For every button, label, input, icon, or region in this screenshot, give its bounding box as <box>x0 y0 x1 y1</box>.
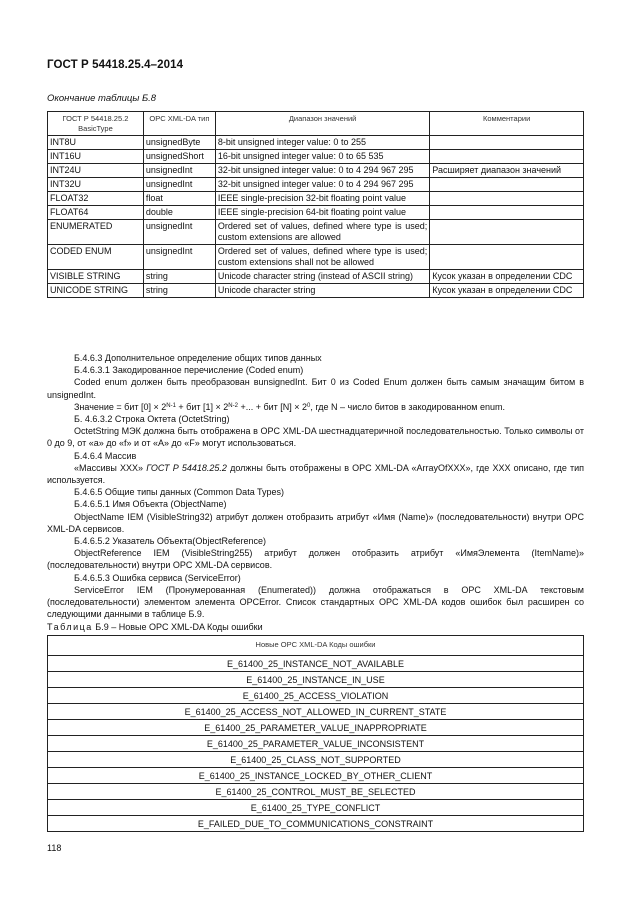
table-row <box>48 688 584 704</box>
table-row <box>48 178 584 192</box>
table-cell: INT16U <box>48 150 144 164</box>
table-cell: unsignedShort <box>143 150 215 164</box>
table-cell: Ordered set of values, defined where type is used; custom extensions shall not be allowed <box>215 245 429 270</box>
error-code-cell: E_61400_25_ACCESS_NOT_ALLOWED_IN_CURRENT_STATE <box>48 704 584 720</box>
body-text <box>47 352 584 620</box>
paragraph: ObjectReference IEM (VisibleString255) атрибут должен отобразить атрибут «ИмяЭлемента (ItemName)» (последовательности) внутри OPC XML-DA сервисов. <box>47 548 584 571</box>
table-row <box>48 164 584 178</box>
table-cell: FLOAT64 <box>48 206 144 220</box>
error-code-cell: E_61400_25_INSTANCE_IN_USE <box>48 672 584 688</box>
section-heading: Б.4.6.4 Массив <box>74 450 137 461</box>
table-cell <box>430 178 584 192</box>
table-row <box>48 206 584 220</box>
table-row <box>48 192 584 206</box>
table-row <box>48 768 584 784</box>
column-header: Новые OPC XML-DA Коды ошибки <box>48 636 584 656</box>
caption-label: Таблица <box>47 622 93 632</box>
table-cell: Unicode character string <box>215 284 429 298</box>
table-cell: unsignedInt <box>143 178 215 192</box>
table-cell: 16-bit unsigned integer value: 0 to 65 535 <box>215 150 429 164</box>
table-cell: CODED ENUM <box>48 245 144 270</box>
table-cell: unsignedByte <box>143 136 215 150</box>
table-row <box>48 220 584 245</box>
paragraph <box>47 462 584 486</box>
paragraph: OctetString МЭК должна быть отображена в OPC XML-DA шестнадцатеричной последовательностью. Только символы от 0 до 9, от «a» до «f» и от «A» до «F» могут использоваться. <box>47 426 584 449</box>
table-row <box>48 720 584 736</box>
error-code-cell: E_61400_25_PARAMETER_VALUE_INCONSISTENT <box>48 736 584 752</box>
section-heading: Б.4.6.5.1 Имя Объекта (ObjectName) <box>74 499 227 510</box>
table-cell: Кусок указан в определении CDC <box>430 284 584 298</box>
table-cell: IEEE single-precision 64-bit floating point value <box>215 206 429 220</box>
formula-exponent: 0 <box>307 402 311 409</box>
table-cell <box>430 192 584 206</box>
section-heading: Б.4.6.5.3 Ошибка сервиса (ServiceError) <box>74 572 241 583</box>
table-cell: string <box>143 284 215 298</box>
table-cell: FLOAT32 <box>48 192 144 206</box>
section-heading: Б.4.6.3 Дополнительное определение общих типов данных <box>74 353 322 363</box>
table-cell: double <box>143 206 215 220</box>
page-number: 118 <box>47 843 62 853</box>
table-header-row <box>48 112 584 136</box>
table-cell <box>430 206 584 220</box>
formula <box>47 401 584 413</box>
table-b9 <box>47 635 584 832</box>
table-cell: Расширяет диапазон значений <box>430 164 584 178</box>
document-header: ГОСТ Р 54418.25.4–2014 <box>47 59 184 71</box>
table-cell: VISIBLE STRING <box>48 270 144 284</box>
table-row <box>48 752 584 768</box>
section-heading: Б.4.6.5.2 Указатель Объекта(ObjectReference) <box>74 536 266 547</box>
section-heading: Б.4.6.3.1 Закодированное перечисление (Coded enum) <box>74 365 304 376</box>
table-row <box>48 656 584 672</box>
table-cell: 32-bit unsigned integer value: 0 to 4 294 967 295 <box>215 164 429 178</box>
caption-text: Б.9 – Новые OPC XML-DA Коды ошибки <box>92 622 263 632</box>
error-code-cell: E_61400_25_INSTANCE_NOT_AVAILABLE <box>48 656 584 672</box>
table-cell: UNICODE STRING <box>48 284 144 298</box>
table-cell: float <box>143 192 215 206</box>
paragraph-text: «Массивы XXX» <box>74 462 147 473</box>
column-header: ГОСТ Р 54418.25.2 BasicType <box>48 112 144 136</box>
formula-exponent: N-1 <box>166 402 176 409</box>
table-row <box>48 672 584 688</box>
paragraph: ServiceError IEM (Пронумерованная (Enumerated)) должна отображаться в OPC XML-DA текстовым (последовательности) элементом элемента OPCError. Список стандартных OPC XML-DA кодов ошибок был расширен со следующими данными в таблице Б.9. <box>47 584 584 620</box>
table-cell: string <box>143 270 215 284</box>
error-code-cell: E_61400_25_TYPE_CONFLICT <box>48 800 584 816</box>
table-row <box>48 245 584 270</box>
table-cell: Unicode character string (instead of ASCII string) <box>215 270 429 284</box>
standard-reference: ГОСТ Р 54418.25.2 <box>146 462 227 473</box>
table-cell: unsignedInt <box>143 220 215 245</box>
formula-text: +... + бит [N] × 2 <box>237 401 308 412</box>
table-header-row <box>48 636 584 656</box>
table-cell: INT32U <box>48 178 144 192</box>
table-row <box>48 704 584 720</box>
table-cell: Ordered set of values, defined where type is used; custom extensions are allowed <box>215 220 429 245</box>
table-cell: ENUMERATED <box>48 220 144 245</box>
table-b8 <box>47 111 584 298</box>
table-row <box>48 150 584 164</box>
table-row <box>48 800 584 816</box>
paragraph-text: должны быть отображены в OPC XML-DA «ArrayOfXXX», где XXX описано, где тип используется. <box>47 462 585 486</box>
section-heading: Б. 4.6.3.2 Строка Октета (OctetString) <box>74 414 230 425</box>
formula-text: + бит [1] × 2 <box>175 401 229 412</box>
error-code-cell: E_61400_25_CLASS_NOT_SUPPORTED <box>48 752 584 768</box>
formula-text: , где N – число битов в закодированном enum. <box>310 401 505 412</box>
table-cell: unsignedInt <box>143 245 215 270</box>
error-code-cell: E_61400_25_CONTROL_MUST_BE_SELECTED <box>48 784 584 800</box>
table-cell <box>430 220 584 245</box>
table-cell: 32-bit unsigned integer value: 0 to 4 294 967 295 <box>215 178 429 192</box>
error-code-cell: E_61400_25_INSTANCE_LOCKED_BY_OTHER_CLIENT <box>48 768 584 784</box>
section-heading: Б.4.6.5 Общие типы данных (Common Data Types) <box>74 487 285 498</box>
table-b9-caption <box>47 622 263 632</box>
table-cell: 8-bit unsigned integer value: 0 to 255 <box>215 136 429 150</box>
table-cell <box>430 245 584 270</box>
table-b8-caption: Окончание таблицы Б.8 <box>47 93 157 104</box>
table-cell <box>430 150 584 164</box>
table-row <box>48 136 584 150</box>
column-header: Диапазон значений <box>215 112 429 136</box>
error-code-cell: E_61400_25_PARAMETER_VALUE_INAPPROPRIATE <box>48 720 584 736</box>
column-header: Комментарии <box>430 112 584 136</box>
table-cell: Кусок указан в определении CDC <box>430 270 584 284</box>
table-row <box>48 736 584 752</box>
paragraph: ObjectName IEM (VisibleString32) атрибут должен отобразить атрибут «Имя (Name)» (последовательности) внутри OPC XML-DA сервисов. <box>47 511 584 534</box>
table-cell <box>430 136 584 150</box>
formula-exponent: N-2 <box>228 402 238 409</box>
table-cell: INT24U <box>48 164 144 178</box>
error-code-cell: E_FAILED_DUE_TO_COMMUNICATIONS_CONSTRAINT <box>48 816 584 832</box>
paragraph: Coded enum должен быть преобразован вunsignedInt. Бит 0 из Coded Enum должен быть самым значащим битом в unsignedInt. <box>47 377 584 400</box>
formula-text: Значение = бит [0] × 2 <box>74 401 167 412</box>
table-row <box>48 784 584 800</box>
column-header: OPC XML-DA тип <box>143 112 215 136</box>
table-row <box>48 284 584 298</box>
table-cell: INT8U <box>48 136 144 150</box>
table-cell: unsignedInt <box>143 164 215 178</box>
error-code-cell: E_61400_25_ACCESS_VIOLATION <box>48 688 584 704</box>
table-row <box>48 816 584 832</box>
table-row <box>48 270 584 284</box>
table-cell: IEEE single-precision 32-bit floating point value <box>215 192 429 206</box>
